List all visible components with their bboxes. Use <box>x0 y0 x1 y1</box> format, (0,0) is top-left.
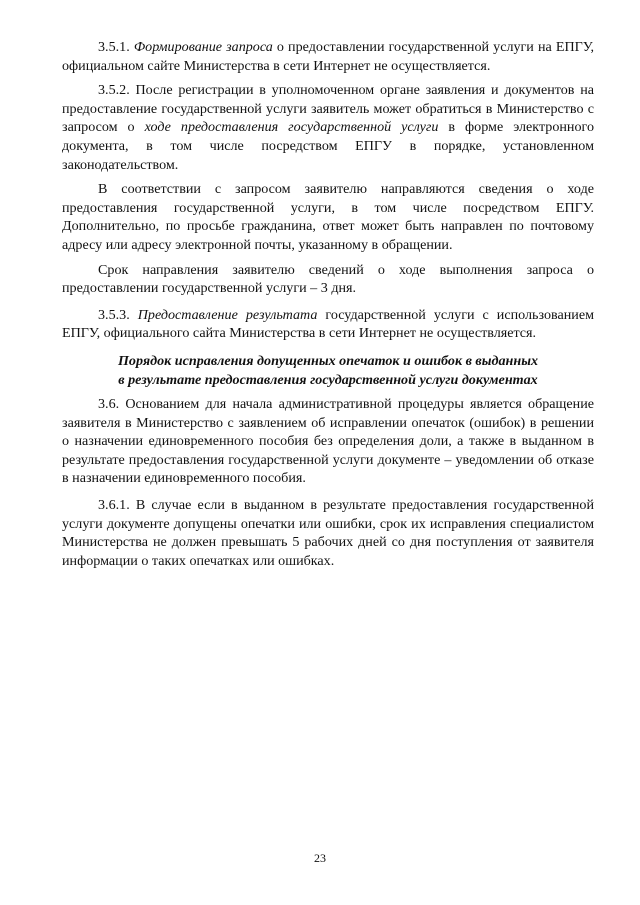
section-heading <box>62 352 594 389</box>
paragraph-text: государственной услуги с использованием ЕПГУ, официального сайта Министерства в сети Интернет не осуществляется. <box>62 306 594 342</box>
clause-number: 3.5.3. <box>98 306 138 323</box>
paragraph-3-6-1: 3.6.1. В случае если в выданном в результате предоставления государственной услуги документе допущены опечатки или ошибки, срок их исправления специалистом Министерства не должен превышать 5 рабочих дней со дня поступления от заявителя информации о таких опечатках или ошибках. <box>62 497 594 569</box>
emphasis-text: ходе предоставления государственной услуги <box>144 119 439 136</box>
document-body <box>62 38 594 570</box>
paragraph-3-5-3 <box>62 306 594 343</box>
paragraph-text: о предоставлении государственной услуги на ЕПГУ, официальном сайте Министерства в сети Интернет не осуществляется. <box>62 39 594 74</box>
paragraph-term: Срок направления заявителю сведений о ходе выполнения запроса о предоставлении государственной услуги – 3 дня. <box>62 261 594 297</box>
paragraph-text: в форме электронного документа, в том числе посредством ЕПГУ в порядке, установленном законодательством. <box>62 119 594 173</box>
paragraph-text: 3.5.2. После регистрации в уполномоченном органе заявления и документов на предоставление государственной услуги заявитель может обратиться в Министерство с запросом о <box>62 82 594 136</box>
emphasis-text: Формирование запроса <box>133 39 273 55</box>
paragraph-3-6: 3.6. Основанием для начала административной процедуры является обращение заявителя в Министерство с заявлением об исправлении опечаток (ошибок) в решении о назначении единовременного пособия без определения доли, а также в выданном в результате предоставления государственной услуги документе – уведомлении об отказе в назначении единовременного пособия. <box>62 396 594 487</box>
heading-line-2: в результате предоставления государственной услуги документах <box>118 371 538 388</box>
page-number: 23 <box>314 851 326 865</box>
clause-number: 3.5.1. <box>98 39 130 55</box>
emphasis-text: Предоставление результата <box>137 306 318 323</box>
heading-line-1: Порядок исправления допущенных опечаток и ошибок в выданных <box>117 352 539 369</box>
paragraph-3-5-2 <box>62 81 594 174</box>
paragraph-3-5-1 <box>62 38 594 75</box>
paragraph-info-sent: В соответствии с запросом заявителю направляются сведения о ходе предоставления государственной услуги, в том числе посредством ЕПГУ. Дополнительно, по просьбе гражданина, ответ может быть направлен по почтовому адресу или адресу электронной почты, указанному в обращении. <box>62 181 594 253</box>
